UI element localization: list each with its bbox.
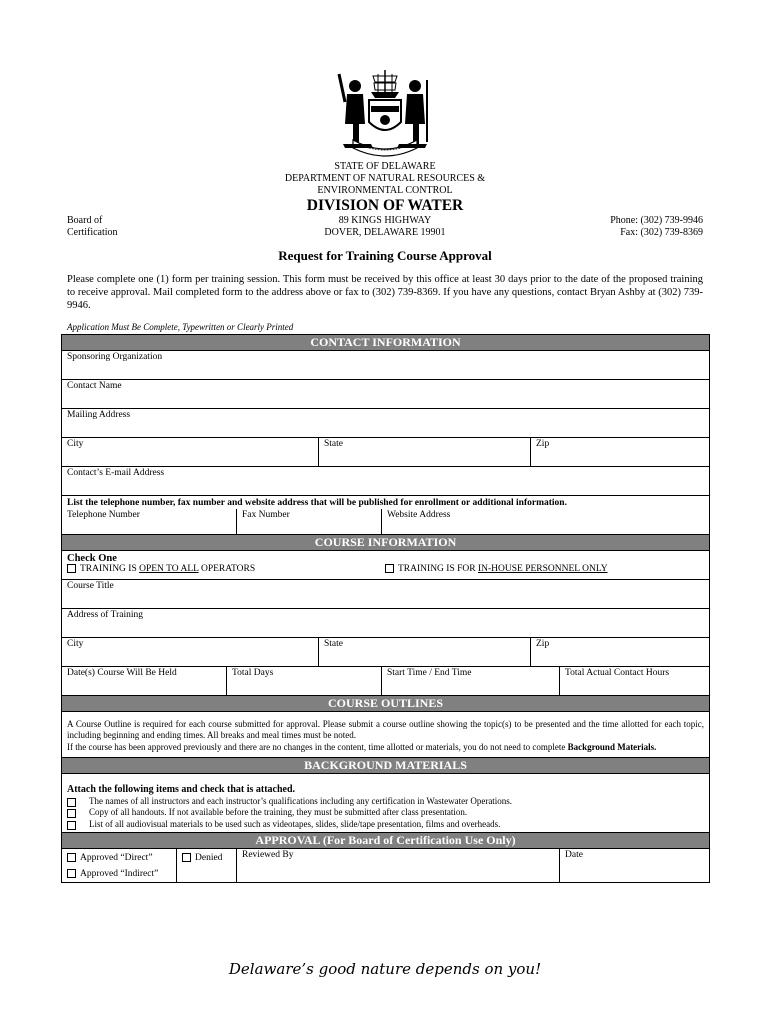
- total-days-label: Total Days: [232, 667, 274, 678]
- contact-city-field[interactable]: [62, 438, 319, 467]
- telephone-label: Telephone Number: [67, 510, 140, 520]
- mailing-address-field[interactable]: [62, 409, 710, 438]
- training-type-options: [67, 564, 704, 576]
- contact-information-band: CONTACT INFORMATION: [62, 335, 710, 351]
- background-materials-list: [67, 796, 704, 831]
- denied-cell: [177, 849, 237, 883]
- footer-slogan: Delaware’s good nature depends on you!: [228, 960, 542, 978]
- publish-note: [62, 496, 710, 510]
- outline-paragraph-2-text: If the course has been approved previously and there are no changes in the content, time allotted or materials, you do not need to complete: [67, 741, 568, 752]
- course-city-field[interactable]: [62, 637, 319, 666]
- course-zip-field[interactable]: [531, 637, 710, 666]
- course-dates-field[interactable]: [62, 666, 227, 695]
- in-house-underlined: IN-HOUSE PERSONNEL ONLY: [477, 563, 608, 574]
- course-state-label: State: [324, 638, 343, 649]
- address-line-1: 89 KINGS HIGHWAY: [338, 215, 432, 226]
- fax-label: Fax Number: [242, 510, 290, 520]
- contact-state-label: State: [324, 439, 343, 449]
- outline-paragraph-1: A Course Outline is required for each course submitted for approval. Please submit a course outline showing the topic(s) to be presented and the time allotted for each topic, including beginning and ending times. All breaks and meal times must be noted.: [67, 718, 705, 740]
- contact-numbers: [610, 215, 703, 239]
- sponsoring-organization-label: Sponsoring Organization: [67, 352, 163, 362]
- website-label: Website Address: [387, 510, 451, 520]
- board-line-1: Board of: [67, 215, 103, 226]
- denied-label: Denied: [195, 853, 223, 863]
- contact-email-field[interactable]: [62, 467, 710, 496]
- phone-number: Phone: (302) 739-9946: [610, 215, 703, 226]
- check-one-label: Check One: [67, 552, 117, 564]
- course-state-field[interactable]: [319, 637, 531, 666]
- training-address-label: Address of Training: [67, 609, 144, 620]
- contact-hours-field[interactable]: [560, 666, 710, 695]
- total-days-field[interactable]: [227, 666, 382, 695]
- division-title: DIVISION OF WATER: [306, 197, 464, 214]
- training-address-field[interactable]: [62, 608, 710, 637]
- checkbox-icon[interactable]: [67, 853, 76, 862]
- list-item[interactable]: [67, 819, 704, 831]
- contact-city-label: City: [67, 439, 84, 449]
- telephone-field[interactable]: [62, 509, 237, 534]
- course-information-band: COURSE INFORMATION: [62, 534, 710, 550]
- handouts-item: Copy of all handouts. If not available before the training, they must be submitted after class presentation.: [89, 807, 468, 817]
- background-materials-section: [62, 774, 710, 833]
- open-to-all-option[interactable]: [67, 564, 255, 575]
- contact-email-label: Contact’s E-mail Address: [67, 468, 165, 478]
- state-name: STATE OF DELAWARE: [334, 161, 436, 172]
- form-title: Request for Training Course Approval: [278, 248, 492, 263]
- request-form-table: [61, 334, 710, 883]
- intro-paragraph: Please complete one (1) form per training session. This form must be received by this office at least 30 days prior to the date of the proposed training to receive approval. Mail completed form to the address above or fax to (302) 739-8369. If you have any questions, contact Bryan Ashby at (302) 739-9946.: [67, 274, 703, 311]
- approved-direct-label: Approved “Direct”: [80, 853, 153, 863]
- in-house-prefix: TRAINING IS FOR: [398, 563, 478, 574]
- department-line-1: DEPARTMENT OF NATURAL RESOURCES &: [284, 173, 486, 184]
- course-outlines-text: [62, 711, 710, 758]
- denied-option[interactable]: [182, 853, 231, 864]
- background-materials-band: BACKGROUND MATERIALS: [62, 758, 710, 774]
- open-to-all-suffix: OPERATORS: [198, 563, 256, 574]
- open-to-all-underlined: OPEN TO ALL: [139, 563, 199, 574]
- sponsoring-organization-field[interactable]: [62, 351, 710, 380]
- list-item[interactable]: [67, 796, 704, 808]
- course-outlines-band: COURSE OUTLINES: [62, 695, 710, 711]
- open-to-all-prefix: TRAINING IS: [80, 563, 140, 574]
- approved-direct-option[interactable]: [67, 853, 171, 864]
- website-field[interactable]: [382, 509, 710, 534]
- board-line-2: Certification: [67, 227, 118, 238]
- checkbox-icon[interactable]: [67, 869, 76, 878]
- checkbox-icon[interactable]: [182, 853, 191, 862]
- contact-zip-label: Zip: [536, 439, 550, 449]
- board-label: [67, 215, 118, 239]
- reviewed-by-label: Reviewed By: [242, 850, 294, 860]
- course-city-label: City: [67, 638, 84, 649]
- address-line-2: DOVER, DELAWARE 19901: [324, 227, 446, 238]
- reviewed-by-field[interactable]: [237, 849, 560, 883]
- course-dates-label: Date(s) Course Will Be Held: [67, 667, 177, 678]
- publish-note-text: List the telephone number, fax number and website address that will be published for enrollment or additional information.: [67, 498, 567, 508]
- contact-zip-field[interactable]: [531, 438, 710, 467]
- outline-paragraph-2: [67, 742, 704, 754]
- mailing-address-label: Mailing Address: [67, 410, 131, 420]
- audiovisual-item: List of all audiovisual materials to be used such as videotapes, slides, slide/tape presentation, films and overheads.: [89, 818, 501, 829]
- contact-state-field[interactable]: [319, 438, 531, 467]
- list-item[interactable]: [67, 807, 704, 819]
- contact-name-label: Contact Name: [67, 381, 122, 391]
- start-end-time-field[interactable]: [382, 666, 560, 695]
- start-end-time-label: Start Time / End Time: [387, 667, 472, 678]
- contact-name-field[interactable]: [62, 380, 710, 409]
- checkbox-icon[interactable]: [67, 798, 76, 807]
- checkbox-icon[interactable]: [67, 809, 76, 818]
- background-materials-emphasis: Background Materials.: [567, 741, 657, 752]
- department-line-2: ENVIRONMENTAL CONTROL: [317, 185, 453, 196]
- course-zip-label: Zip: [536, 638, 550, 649]
- checkbox-icon[interactable]: [67, 821, 76, 830]
- fax-field[interactable]: [237, 509, 382, 534]
- course-title-field[interactable]: [62, 579, 710, 608]
- instructor-qualifications-item: The names of all instructors and each instructor’s qualifications including any certification in Wastewater Operations.: [89, 795, 513, 806]
- attach-instructions: Attach the following items and check that is attached.: [67, 784, 296, 795]
- approved-indirect-option[interactable]: [67, 869, 171, 880]
- approval-date-field[interactable]: [560, 849, 710, 883]
- approval-date-label: Date: [565, 850, 583, 860]
- fax-number: Fax: (302) 739-8369: [620, 227, 703, 238]
- in-house-option[interactable]: [385, 564, 608, 575]
- checkbox-icon[interactable]: [67, 564, 76, 573]
- course-title-label: Course Title: [67, 580, 114, 591]
- approval-band: APPROVAL (For Board of Certification Use Only): [62, 833, 710, 849]
- delaware-state-seal-icon: [333, 62, 437, 158]
- approved-indirect-label: Approved “Indirect”: [80, 869, 159, 879]
- checkbox-icon[interactable]: [385, 564, 394, 573]
- application-note: Application Must Be Complete, Typewritten or Clearly Printed: [67, 322, 294, 332]
- contact-hours-label: Total Actual Contact Hours: [565, 667, 670, 678]
- approval-type-cell: [62, 849, 177, 883]
- training-type-section: [62, 550, 710, 579]
